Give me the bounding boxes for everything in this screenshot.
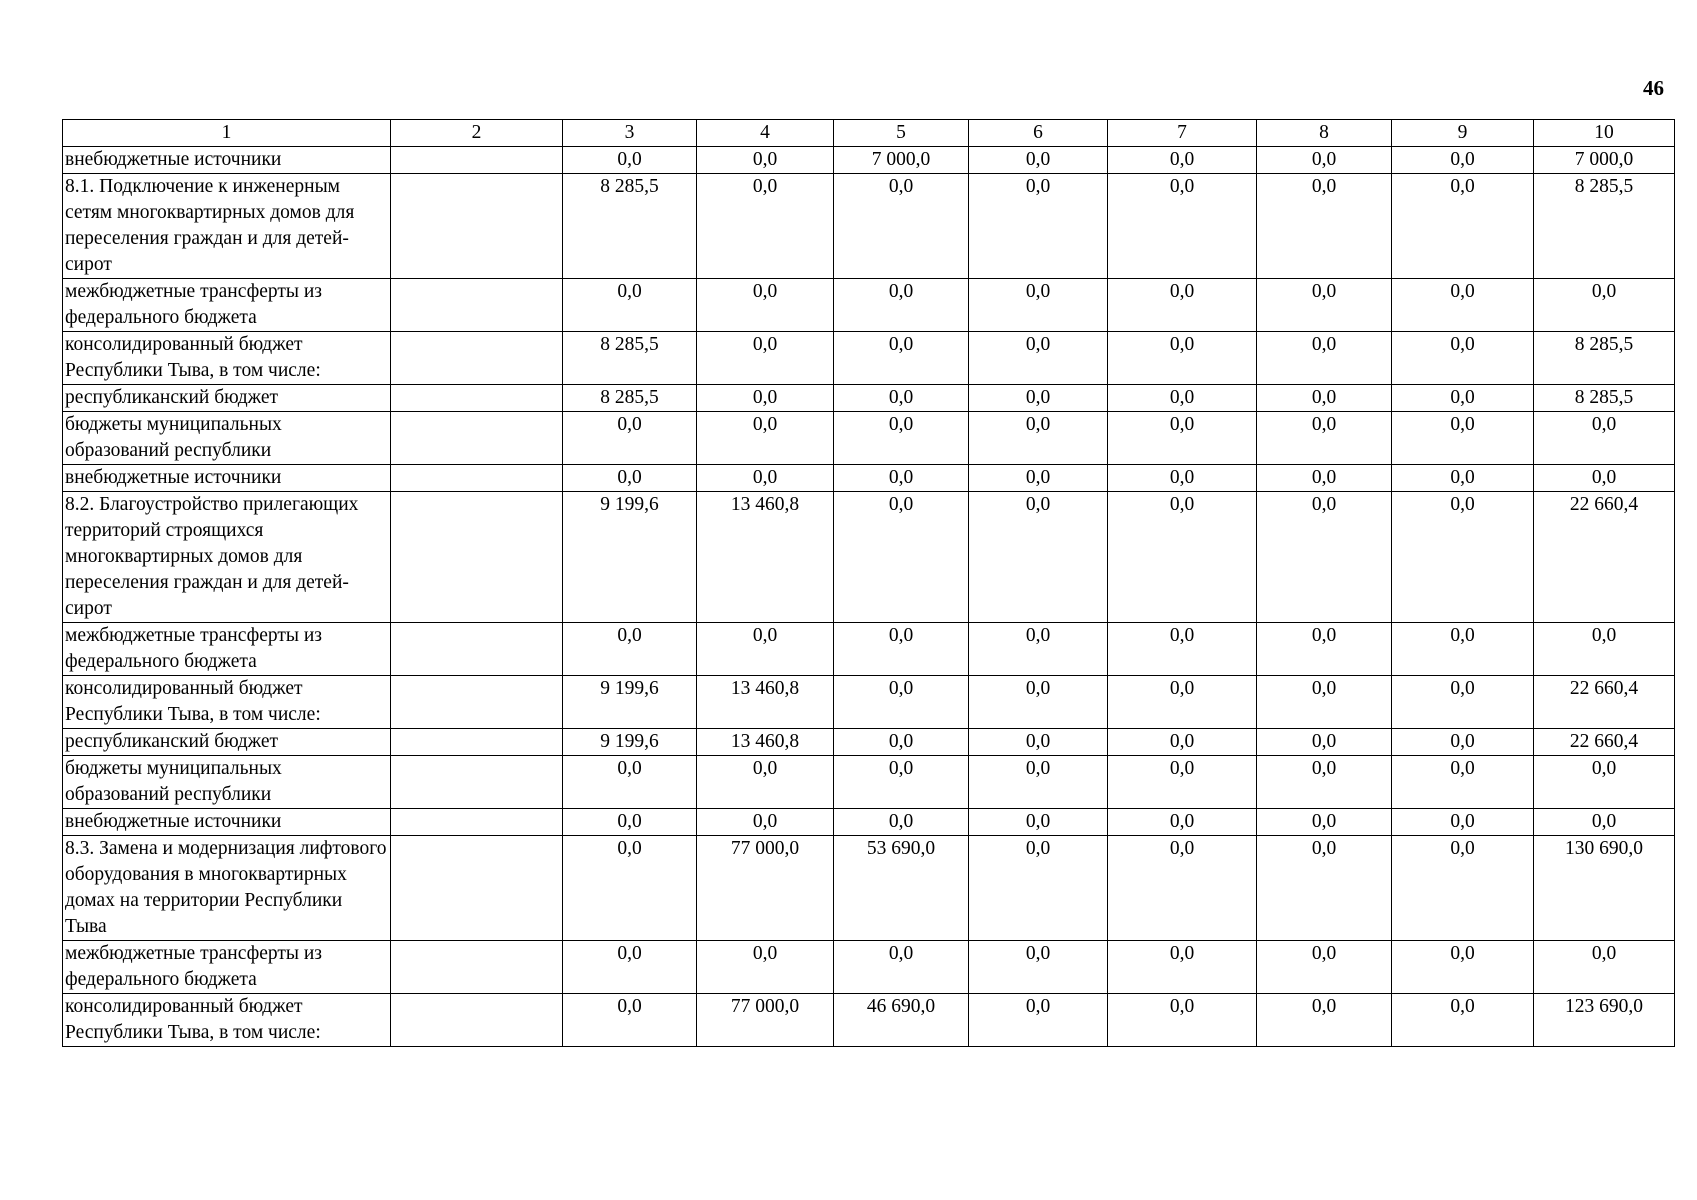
value-cell: 0,0 [1257, 623, 1392, 676]
value-cell: 0,0 [1392, 147, 1534, 174]
table-row [63, 174, 1675, 279]
row-label: 8.2. Благоустройство прилегающих территорий строящихся многоквартирных домов для переселения граждан и для детей-сирот [63, 492, 391, 623]
value-cell: 0,0 [1257, 809, 1392, 836]
row-col2-cell [391, 492, 563, 623]
value-cell: 123 690,0 [1534, 994, 1675, 1047]
value-cell: 7 000,0 [834, 147, 969, 174]
value-cell: 0,0 [697, 941, 834, 994]
value-cell: 0,0 [969, 836, 1108, 941]
value-cell: 0,0 [1257, 756, 1392, 809]
value-cell: 46 690,0 [834, 994, 969, 1047]
value-cell: 0,0 [1108, 756, 1257, 809]
value-cell: 0,0 [1392, 332, 1534, 385]
value-cell: 0,0 [1108, 465, 1257, 492]
table-row [63, 412, 1675, 465]
value-cell: 0,0 [1257, 147, 1392, 174]
value-cell: 0,0 [697, 465, 834, 492]
column-header: 9 [1392, 120, 1534, 147]
value-cell: 8 285,5 [1534, 332, 1675, 385]
value-cell: 0,0 [563, 465, 697, 492]
column-header: 4 [697, 120, 834, 147]
value-cell: 0,0 [1257, 412, 1392, 465]
table-row [63, 279, 1675, 332]
value-cell: 0,0 [1257, 729, 1392, 756]
value-cell: 0,0 [969, 332, 1108, 385]
value-cell: 0,0 [563, 994, 697, 1047]
value-cell: 0,0 [1534, 756, 1675, 809]
value-cell: 0,0 [834, 676, 969, 729]
column-header: 7 [1108, 120, 1257, 147]
value-cell: 0,0 [697, 385, 834, 412]
value-cell: 0,0 [1257, 174, 1392, 279]
value-cell: 0,0 [834, 385, 969, 412]
value-cell: 0,0 [1257, 994, 1392, 1047]
value-cell: 13 460,8 [697, 492, 834, 623]
value-cell: 0,0 [697, 174, 834, 279]
row-col2-cell [391, 147, 563, 174]
row-label: внебюджетные источники [63, 147, 391, 174]
value-cell: 0,0 [1392, 385, 1534, 412]
table-row [63, 756, 1675, 809]
value-cell: 0,0 [1257, 385, 1392, 412]
value-cell: 53 690,0 [834, 836, 969, 941]
row-col2-cell [391, 174, 563, 279]
value-cell: 0,0 [834, 465, 969, 492]
value-cell: 0,0 [1108, 332, 1257, 385]
value-cell: 8 285,5 [563, 385, 697, 412]
value-cell: 0,0 [1534, 465, 1675, 492]
row-label: внебюджетные источники [63, 465, 391, 492]
table-body [63, 147, 1675, 1047]
value-cell: 0,0 [1257, 836, 1392, 941]
row-label: бюджеты муниципальных образований республики [63, 756, 391, 809]
value-cell: 0,0 [969, 465, 1108, 492]
value-cell: 0,0 [969, 809, 1108, 836]
table-row [63, 836, 1675, 941]
value-cell: 0,0 [1392, 941, 1534, 994]
value-cell: 0,0 [697, 756, 834, 809]
row-col2-cell [391, 941, 563, 994]
value-cell: 0,0 [969, 174, 1108, 279]
value-cell: 9 199,6 [563, 676, 697, 729]
value-cell: 0,0 [1392, 492, 1534, 623]
value-cell: 0,0 [1534, 279, 1675, 332]
value-cell: 0,0 [1108, 676, 1257, 729]
value-cell: 0,0 [834, 623, 969, 676]
value-cell: 8 285,5 [1534, 174, 1675, 279]
budget-table [62, 119, 1675, 1047]
value-cell: 0,0 [834, 492, 969, 623]
value-cell: 8 285,5 [1534, 385, 1675, 412]
value-cell: 0,0 [834, 412, 969, 465]
value-cell: 0,0 [1108, 623, 1257, 676]
table-row [63, 465, 1675, 492]
value-cell: 0,0 [1257, 941, 1392, 994]
page-number: 46 [1643, 76, 1664, 100]
table-row [63, 623, 1675, 676]
table-row [63, 994, 1675, 1047]
value-cell: 130 690,0 [1534, 836, 1675, 941]
value-cell: 0,0 [1392, 729, 1534, 756]
value-cell: 0,0 [834, 332, 969, 385]
value-cell: 0,0 [563, 412, 697, 465]
value-cell: 0,0 [1257, 465, 1392, 492]
value-cell: 0,0 [1108, 412, 1257, 465]
value-cell: 0,0 [563, 279, 697, 332]
value-cell: 8 285,5 [563, 332, 697, 385]
value-cell: 0,0 [1392, 836, 1534, 941]
value-cell: 0,0 [1108, 492, 1257, 623]
value-cell: 0,0 [563, 941, 697, 994]
value-cell: 0,0 [1257, 332, 1392, 385]
value-cell: 0,0 [563, 147, 697, 174]
row-col2-cell [391, 836, 563, 941]
value-cell: 0,0 [1257, 492, 1392, 623]
value-cell: 0,0 [1108, 174, 1257, 279]
value-cell: 8 285,5 [563, 174, 697, 279]
table-row [63, 385, 1675, 412]
value-cell: 0,0 [1108, 941, 1257, 994]
row-col2-cell [391, 756, 563, 809]
value-cell: 0,0 [563, 836, 697, 941]
value-cell: 0,0 [1534, 412, 1675, 465]
value-cell: 0,0 [834, 941, 969, 994]
row-col2-cell [391, 465, 563, 492]
value-cell: 0,0 [969, 492, 1108, 623]
value-cell: 0,0 [1392, 994, 1534, 1047]
row-label: консолидированный бюджет Республики Тыва, в том числе: [63, 676, 391, 729]
row-label: 8.3. Замена и модернизация лифтового оборудования в многоквартирных домах на территории Республики Тыва [63, 836, 391, 941]
column-header: 10 [1534, 120, 1675, 147]
row-label: межбюджетные трансферты из федерального бюджета [63, 623, 391, 676]
value-cell: 0,0 [1108, 809, 1257, 836]
value-cell: 22 660,4 [1534, 676, 1675, 729]
value-cell: 0,0 [834, 809, 969, 836]
value-cell: 0,0 [1392, 676, 1534, 729]
row-col2-cell [391, 809, 563, 836]
table-row [63, 941, 1675, 994]
row-label: 8.1. Подключение к инженерным сетям многоквартирных домов для переселения граждан и для детей-сирот [63, 174, 391, 279]
table-row [63, 332, 1675, 385]
value-cell: 13 460,8 [697, 729, 834, 756]
value-cell: 0,0 [834, 729, 969, 756]
value-cell: 0,0 [1257, 279, 1392, 332]
row-col2-cell [391, 412, 563, 465]
value-cell: 0,0 [969, 676, 1108, 729]
value-cell: 0,0 [969, 729, 1108, 756]
row-label: республиканский бюджет [63, 385, 391, 412]
value-cell: 0,0 [1108, 729, 1257, 756]
value-cell: 22 660,4 [1534, 729, 1675, 756]
row-col2-cell [391, 729, 563, 756]
value-cell: 0,0 [969, 756, 1108, 809]
row-col2-cell [391, 385, 563, 412]
value-cell: 0,0 [697, 279, 834, 332]
value-cell: 0,0 [1108, 994, 1257, 1047]
value-cell: 0,0 [563, 756, 697, 809]
row-label: межбюджетные трансферты из федерального бюджета [63, 941, 391, 994]
value-cell: 0,0 [1392, 623, 1534, 676]
value-cell: 0,0 [1108, 385, 1257, 412]
column-header: 8 [1257, 120, 1392, 147]
value-cell: 0,0 [969, 941, 1108, 994]
table-row [63, 147, 1675, 174]
column-header: 6 [969, 120, 1108, 147]
row-label: консолидированный бюджет Республики Тыва, в том числе: [63, 994, 391, 1047]
value-cell: 0,0 [834, 174, 969, 279]
value-cell: 0,0 [697, 332, 834, 385]
header-row [63, 120, 1675, 147]
value-cell: 0,0 [1392, 465, 1534, 492]
table-row [63, 729, 1675, 756]
value-cell: 0,0 [1392, 174, 1534, 279]
value-cell: 0,0 [697, 412, 834, 465]
value-cell: 77 000,0 [697, 994, 834, 1047]
column-header: 1 [63, 120, 391, 147]
value-cell: 77 000,0 [697, 836, 834, 941]
value-cell: 0,0 [697, 809, 834, 836]
value-cell: 0,0 [969, 412, 1108, 465]
value-cell: 0,0 [1534, 623, 1675, 676]
row-col2-cell [391, 994, 563, 1047]
table-row [63, 809, 1675, 836]
value-cell: 0,0 [969, 147, 1108, 174]
row-label: консолидированный бюджет Республики Тыва, в том числе: [63, 332, 391, 385]
row-label: межбюджетные трансферты из федерального бюджета [63, 279, 391, 332]
row-col2-cell [391, 279, 563, 332]
value-cell: 0,0 [969, 623, 1108, 676]
value-cell: 0,0 [1108, 836, 1257, 941]
column-header: 2 [391, 120, 563, 147]
value-cell: 0,0 [1257, 676, 1392, 729]
value-cell: 0,0 [1392, 279, 1534, 332]
value-cell: 7 000,0 [1534, 147, 1675, 174]
value-cell: 0,0 [563, 809, 697, 836]
value-cell: 0,0 [1392, 412, 1534, 465]
table-row [63, 492, 1675, 623]
row-col2-cell [391, 623, 563, 676]
value-cell: 0,0 [969, 994, 1108, 1047]
value-cell: 0,0 [697, 147, 834, 174]
value-cell: 0,0 [1108, 279, 1257, 332]
value-cell: 9 199,6 [563, 492, 697, 623]
value-cell: 0,0 [697, 623, 834, 676]
value-cell: 0,0 [834, 279, 969, 332]
value-cell: 0,0 [834, 756, 969, 809]
row-col2-cell [391, 676, 563, 729]
row-label: бюджеты муниципальных образований республики [63, 412, 391, 465]
value-cell: 22 660,4 [1534, 492, 1675, 623]
value-cell: 0,0 [1534, 809, 1675, 836]
value-cell: 0,0 [1534, 941, 1675, 994]
column-header: 5 [834, 120, 969, 147]
row-col2-cell [391, 332, 563, 385]
value-cell: 0,0 [1392, 809, 1534, 836]
value-cell: 0,0 [563, 623, 697, 676]
value-cell: 0,0 [969, 385, 1108, 412]
table-row [63, 676, 1675, 729]
value-cell: 0,0 [969, 279, 1108, 332]
row-label: внебюджетные источники [63, 809, 391, 836]
value-cell: 0,0 [1392, 756, 1534, 809]
row-label: республиканский бюджет [63, 729, 391, 756]
value-cell: 9 199,6 [563, 729, 697, 756]
value-cell: 0,0 [1108, 147, 1257, 174]
column-header: 3 [563, 120, 697, 147]
value-cell: 13 460,8 [697, 676, 834, 729]
